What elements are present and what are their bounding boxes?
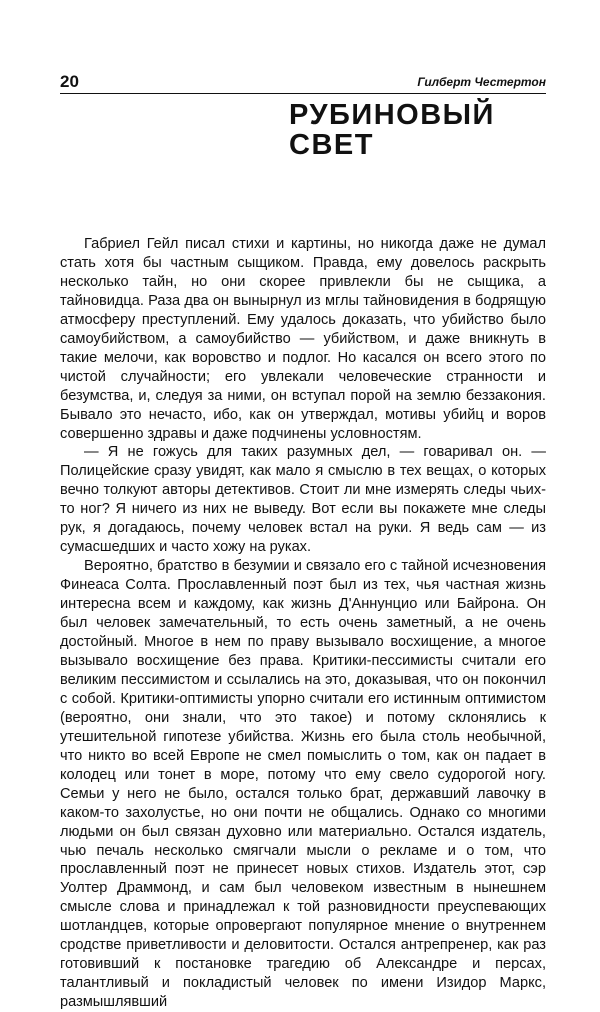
paragraph: — Я не гожусь для таких разумных дел, — говаривал он. — Полицейские сразу увидят, как мало я смыслю в тех вещах, о которых вечно толкуют авторы детективов. Стоит ли мне измерять следы чьих-то ног? Я ничего из них не выведу. Вот если вы покажете мне следы рук, я догадаюсь, почему человек встал на руки. Я ведь сам — из сумасшедших и часто хожу на руках. bbox=[60, 444, 546, 556]
running-head-author: Гилберт Честертон bbox=[417, 75, 546, 89]
header-divider bbox=[60, 93, 546, 94]
paragraph: Габриел Гейл писал стихи и картины, но никогда даже не думал стать хотя бы частным сыщиком. Правда, ему довелось раскрыть несколько тайн, но они скорее привлекли бы не сыщика, а тайновидца. Раза два он вынырнул из мглы тайновидения в бодрящую атмосферу преступлений. Ему удалось доказать, что убийство было самоубийством, а самоубийство — убийством, и даже вникнуть в такие мелочи, как воровство и подлог. Но касался он всего этого по чистой случайности; его увлекали человеческие странности и безумства, и, следуя за ними, он вступал порой на землю беззакония. Бывало это нечасто, ибо, как он утверждал, мотивы убийц и воров совершенно здравы и даже подчинены условностям. bbox=[60, 236, 546, 442]
chapter-title-line-2: СВЕТ bbox=[289, 129, 374, 161]
chapter-title-line-1: РУБИНОВЫЙ bbox=[289, 99, 495, 131]
chapter-title bbox=[289, 100, 547, 160]
body-text bbox=[60, 235, 546, 1012]
page-header bbox=[60, 72, 546, 94]
page-number: 20 bbox=[60, 72, 79, 91]
paragraph: Вероятно, братство в безумии и связало его с тайной исчезновения Финеаса Солта. Прославленный поэт был из тех, чья частная жизнь интересна всем и каждому, как жизнь Д'Аннунцио или Байрона. Он был человек замечательный, то есть очень заметный, а не очень достойный. Многое в нем по праву вызывало восхищение, а многое вызывало восхищение без права. Критики-пессимисты считали его великим пессимистом и ссылались на это, доказывая, что он покончил с собой. Критики-оптимисты упорно считали его истинным оптимистом (вероятно, они знали, что это такое) и потому склонялись к утешительной гипотезе убийства. Жизнь его была столь необычной, что никто во всей Европе не смел помыслить о том, как он падает в колодец или тонет в море, потому что ему свело судорогой ногу. Семьи у него не было, остался только брат, державший лавочку в каком-то захолустье, но они почти не общались. Однако со многими людьми он был связан духовно или материально. Остался издатель, чью печаль несколько смягчали мысли о рекламе и о том, что прославленный поэт не принесет новых стихов. Издатель этот, сэр Уолтер Драммонд, и сам был человеком известным в нынешнем смысле слова и принадлежал к той разновидности преуспевающих шотландцев, которые опровергают популярное мнение о внутреннем сродстве приветливости и деловитости. Остался антрепренер, как раз готовивший к постановке трагедию об Александре и персах, талантливый и покладистый человек по имени Изидор Маркс, размышлявший bbox=[60, 558, 546, 1011]
